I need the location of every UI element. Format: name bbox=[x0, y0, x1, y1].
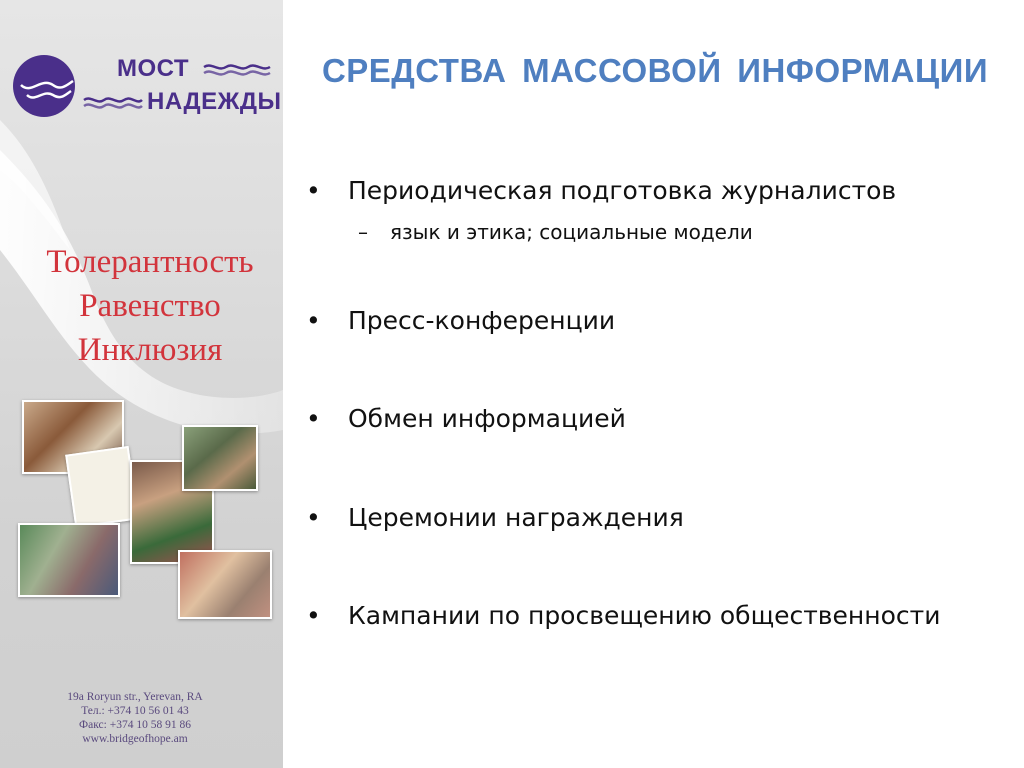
contact-info bbox=[0, 690, 270, 746]
logo-text-line2: НАДЕЖДЫ bbox=[147, 88, 282, 115]
bullet-text: Периодическая подготовка журналистов bbox=[348, 176, 897, 205]
slide-title: СРЕДСТВА МАССОВОЙ ИНФОРМАЦИИ bbox=[321, 52, 989, 89]
bullet-icon: • bbox=[306, 601, 321, 630]
bullet-icon: • bbox=[306, 306, 321, 335]
bullet-icon: • bbox=[306, 404, 321, 433]
value-inclusion: Инклюзия bbox=[77, 332, 223, 368]
bullet-icon: • bbox=[306, 503, 321, 532]
photo-street-crowd bbox=[18, 523, 120, 597]
photo-group bbox=[182, 425, 258, 491]
contact-fax: Факс: +374 10 58 91 86 bbox=[79, 719, 191, 731]
logo-text-line1: МОСТ bbox=[117, 55, 190, 82]
logo-emblem bbox=[13, 55, 75, 117]
logo-wave-icon bbox=[202, 62, 272, 76]
bullet-text: Пресс-конференции bbox=[348, 306, 616, 335]
photo-kids-desks bbox=[178, 550, 272, 619]
sidebar-banner bbox=[0, 0, 283, 768]
bullet-text: Церемонии награждения bbox=[348, 503, 684, 532]
values-list bbox=[0, 240, 283, 372]
photo-note-card bbox=[65, 446, 139, 528]
value-equality: Равенство bbox=[79, 288, 221, 324]
bullet-icon: • bbox=[306, 176, 321, 205]
contact-phone: Тел.: +374 10 56 01 43 bbox=[81, 705, 189, 717]
value-tolerance: Толерантность bbox=[46, 244, 254, 280]
contact-address: 19a Roryun str., Yerevan, RA bbox=[67, 691, 203, 703]
contact-website[interactable]: www.bridgeofhope.am bbox=[82, 733, 188, 745]
bullet-text: Кампании по просвещению общественности bbox=[348, 601, 941, 630]
bullet-text: Обмен информацией bbox=[348, 404, 626, 433]
sub-bullet-text: язык и этика; социальные модели bbox=[390, 220, 753, 244]
logo-wave-icon bbox=[82, 95, 144, 109]
dash-icon: – bbox=[358, 220, 368, 244]
photo-collage bbox=[0, 395, 283, 630]
